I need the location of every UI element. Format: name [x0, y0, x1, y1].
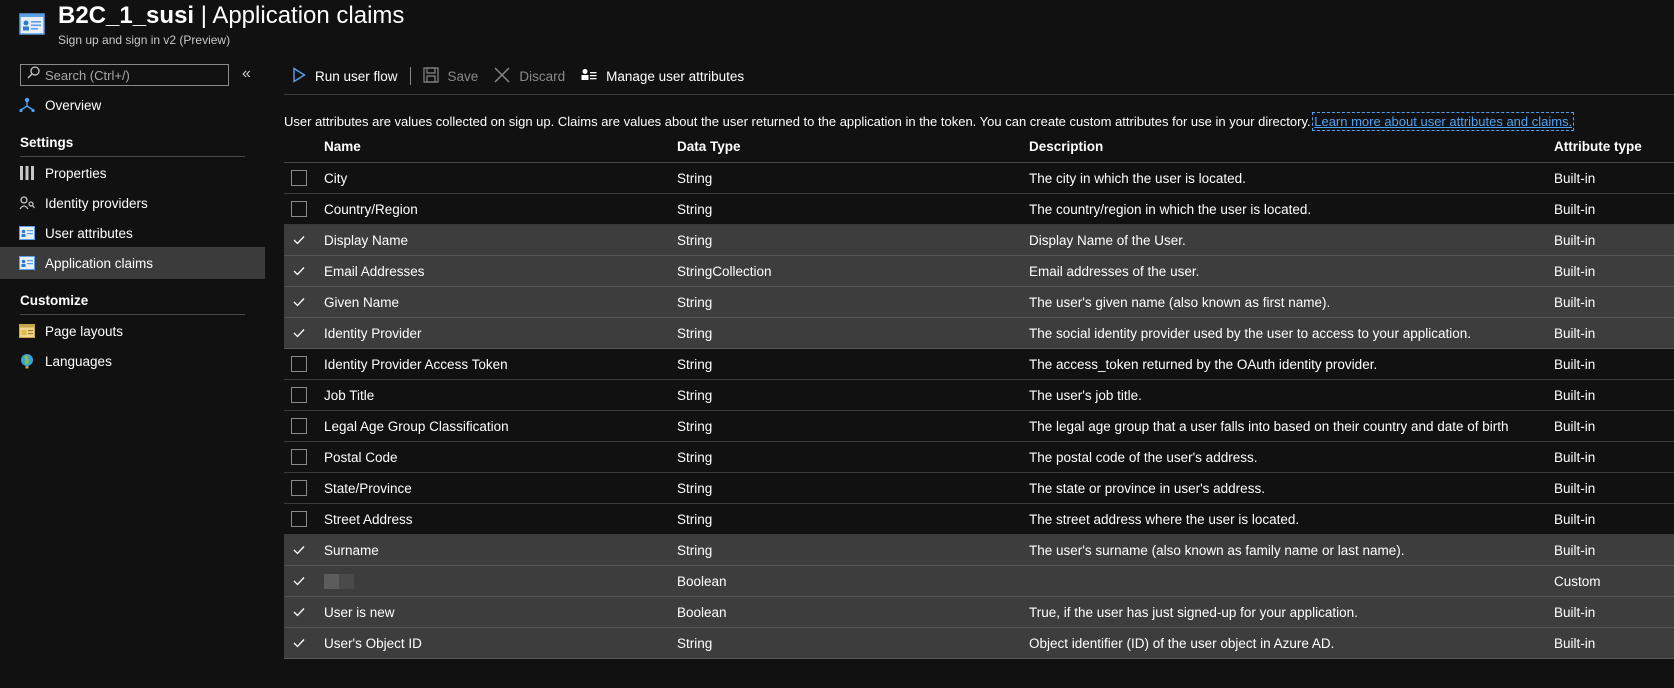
cell-name: Identity Provider Access Token [324, 357, 508, 372]
row-checkbox[interactable] [291, 170, 307, 186]
table-row[interactable] [284, 287, 1674, 318]
toolbar-separator [410, 67, 411, 85]
cell-data-type: String [677, 543, 713, 558]
sidebar-item-properties[interactable] [0, 157, 265, 189]
cell-data-type: String [677, 419, 713, 434]
cell-description: The city in which the user is located. [1029, 171, 1246, 186]
table-row[interactable] [284, 380, 1674, 411]
cell-data-type: Boolean [677, 605, 727, 620]
cell-description: The user's job title. [1029, 388, 1142, 403]
checkmark-icon [293, 235, 305, 245]
cell-data-type: String [677, 357, 713, 372]
sidebar-item-identity-providers[interactable] [0, 187, 265, 219]
cell-description: The legal age group that a user falls into based on their country and date of birth [1029, 419, 1509, 434]
application-claims-icon [19, 12, 45, 36]
table-row[interactable] [284, 194, 1674, 225]
row-checkbox[interactable] [291, 480, 307, 496]
sidebar-item-languages[interactable] [0, 345, 265, 377]
search-input[interactable] [45, 68, 215, 83]
cell-description: The access_token returned by the OAuth identity provider. [1029, 357, 1378, 372]
customize-section-title: Customize [20, 293, 89, 308]
row-checkbox[interactable] [291, 387, 307, 403]
search-icon [27, 66, 40, 84]
sidebar-item-page-layouts[interactable] [0, 315, 265, 347]
close-icon [494, 67, 510, 86]
cell-description: The user's surname (also known as family name or last name). [1029, 543, 1405, 558]
sidebar-item-label: User attributes [45, 225, 133, 241]
cell-name: User's Object ID [324, 636, 422, 651]
application-claims-icon [19, 255, 35, 271]
table-row[interactable] [284, 349, 1674, 380]
row-checkbox[interactable] [291, 573, 307, 589]
sidebar-item-label: Application claims [45, 255, 154, 271]
sidebar-item-user-attributes[interactable] [0, 217, 265, 249]
cell-name: User is new [324, 605, 395, 620]
overview-icon [19, 97, 35, 113]
languages-icon [19, 353, 35, 369]
cell-name: Job Title [324, 388, 375, 403]
cell-name: State/Province [324, 481, 412, 496]
run-user-flow-button[interactable]: Run user flow [284, 62, 406, 90]
table-row[interactable] [284, 473, 1674, 504]
table-row[interactable] [284, 535, 1674, 566]
row-checkbox[interactable] [291, 542, 307, 558]
page-layouts-icon [19, 323, 35, 339]
checkmark-icon [293, 576, 305, 586]
collapse-sidebar-button[interactable]: « [242, 65, 251, 82]
cell-attribute-type: Built-in [1554, 202, 1596, 217]
checkmark-icon [293, 638, 305, 648]
cell-description: Object identifier (ID) of the user object in Azure AD. [1029, 636, 1335, 651]
sidebar-item-overview[interactable] [0, 89, 265, 121]
checkmark-icon [293, 266, 305, 276]
cell-name: Street Address [324, 512, 413, 527]
sidebar [0, 60, 265, 688]
sidebar-item-label: Overview [45, 97, 102, 113]
cell-attribute-type: Built-in [1554, 388, 1596, 403]
cell-description: The state or province in user's address. [1029, 481, 1265, 496]
cell-data-type: StringCollection [677, 264, 772, 279]
cell-data-type: String [677, 202, 713, 217]
checkmark-icon [293, 545, 305, 555]
cell-description: The social identity provider used by the user to access to your application. [1029, 326, 1471, 341]
cell-name: Surname [324, 543, 379, 558]
table-row[interactable] [284, 225, 1674, 256]
cell-data-type: String [677, 233, 713, 248]
column-header-attribute-type[interactable]: Attribute type [1554, 139, 1642, 154]
page-subtitle: Sign up and sign in v2 (Preview) [58, 33, 231, 47]
search-box[interactable] [20, 64, 229, 86]
cell-data-type: String [677, 481, 713, 496]
row-checkbox[interactable] [291, 604, 307, 620]
table-row[interactable] [284, 597, 1674, 628]
row-checkbox[interactable] [291, 201, 307, 217]
row-checkbox[interactable] [291, 294, 307, 310]
table-row[interactable] [284, 628, 1674, 659]
row-checkbox[interactable] [291, 356, 307, 372]
cell-description: Display Name of the User. [1029, 233, 1186, 248]
info-text: User attributes are values collected on sign up. Claims are values about the user returned to the application in the token. You can create custom attributes for use in your directory. Learn more about user attributes and claims. [284, 114, 1573, 129]
table-row[interactable] [284, 566, 1674, 597]
cell-description: Email addresses of the user. [1029, 264, 1200, 279]
table-row[interactable] [284, 256, 1674, 287]
table-body [284, 163, 1674, 659]
cell-description: The street address where the user is located. [1029, 512, 1300, 527]
page-title: B2C_1_susi | Application claims [58, 2, 405, 29]
table-row[interactable] [284, 318, 1674, 349]
row-checkbox[interactable] [291, 232, 307, 248]
manage-attributes-icon [581, 68, 597, 85]
save-icon [423, 67, 439, 86]
cell-attribute-type: Built-in [1554, 419, 1596, 434]
cell-attribute-type: Custom [1554, 574, 1601, 589]
checkmark-icon [293, 607, 305, 617]
main-content [284, 60, 1674, 688]
cell-data-type: String [677, 512, 713, 527]
toolbar-divider [284, 94, 1674, 95]
table-header [284, 132, 1674, 163]
column-header-name[interactable]: Name [324, 139, 361, 154]
save-button[interactable]: Save [415, 62, 487, 90]
play-icon [292, 67, 306, 86]
row-checkbox[interactable] [291, 418, 307, 434]
row-checkbox[interactable] [291, 635, 307, 651]
cell-name: Postal Code [324, 450, 398, 465]
checkmark-icon [293, 297, 305, 307]
learn-more-link[interactable]: Learn more about user attributes and claims. [1314, 114, 1573, 129]
cell-description: True, if the user has just signed-up for your application. [1029, 605, 1358, 620]
manage-user-attributes-button[interactable]: Manage user attributes [573, 62, 752, 90]
table-row[interactable] [284, 411, 1674, 442]
cell-data-type: String [677, 295, 713, 310]
cell-data-type: String [677, 636, 713, 651]
cell-name: City [324, 171, 348, 186]
cell-attribute-type: Built-in [1554, 605, 1596, 620]
sidebar-item-label: Page layouts [45, 323, 124, 339]
table-row[interactable] [284, 504, 1674, 535]
row-checkbox[interactable] [291, 263, 307, 279]
claims-table [284, 132, 1674, 659]
cell-attribute-type: Built-in [1554, 326, 1596, 341]
cell-description: The user's given name (also known as first name). [1029, 295, 1331, 310]
cell-attribute-type: Built-in [1554, 450, 1596, 465]
cell-name: Legal Age Group Classification [324, 419, 509, 434]
checkmark-icon [293, 328, 305, 338]
user-attributes-icon [19, 225, 35, 241]
cell-data-type: String [677, 388, 713, 403]
cell-data-type: String [677, 450, 713, 465]
cell-name: Given Name [324, 295, 400, 310]
cell-attribute-type: Built-in [1554, 512, 1596, 527]
cell-description: The country/region in which the user is located. [1029, 202, 1312, 217]
row-checkbox[interactable] [291, 449, 307, 465]
command-bar [284, 60, 1674, 92]
column-header-description[interactable]: Description [1029, 139, 1104, 154]
page-header [0, 0, 1674, 52]
row-checkbox[interactable] [291, 325, 307, 341]
cell-attribute-type: Built-in [1554, 233, 1596, 248]
row-checkbox[interactable] [291, 511, 307, 527]
table-row[interactable] [284, 442, 1674, 473]
cell-name: Email Addresses [324, 264, 425, 279]
cell-description: The postal code of the user's address. [1029, 450, 1258, 465]
cell-name: Country/Region [324, 202, 418, 217]
cell-name: Identity Provider [324, 326, 422, 341]
sidebar-item-label: Identity providers [45, 195, 148, 211]
cell-attribute-type: Built-in [1554, 636, 1596, 651]
cell-data-type: String [677, 326, 713, 341]
properties-icon [19, 165, 35, 181]
redacted-name [324, 574, 354, 589]
sidebar-item-label: Properties [45, 165, 107, 181]
column-header-data-type[interactable]: Data Type [677, 139, 741, 154]
cell-data-type: String [677, 171, 713, 186]
discard-button[interactable]: Discard [486, 62, 573, 90]
settings-section-title: Settings [20, 135, 74, 150]
cell-attribute-type: Built-in [1554, 481, 1596, 496]
sidebar-item-label: Languages [45, 353, 112, 369]
cell-attribute-type: Built-in [1554, 543, 1596, 558]
cell-attribute-type: Built-in [1554, 295, 1596, 310]
sidebar-item-application-claims[interactable] [0, 247, 265, 279]
cell-data-type: Boolean [677, 574, 727, 589]
cell-attribute-type: Built-in [1554, 264, 1596, 279]
table-row[interactable] [284, 163, 1674, 194]
cell-attribute-type: Built-in [1554, 171, 1596, 186]
cell-attribute-type: Built-in [1554, 357, 1596, 372]
identity-providers-icon [19, 195, 35, 211]
cell-name: Display Name [324, 233, 409, 248]
